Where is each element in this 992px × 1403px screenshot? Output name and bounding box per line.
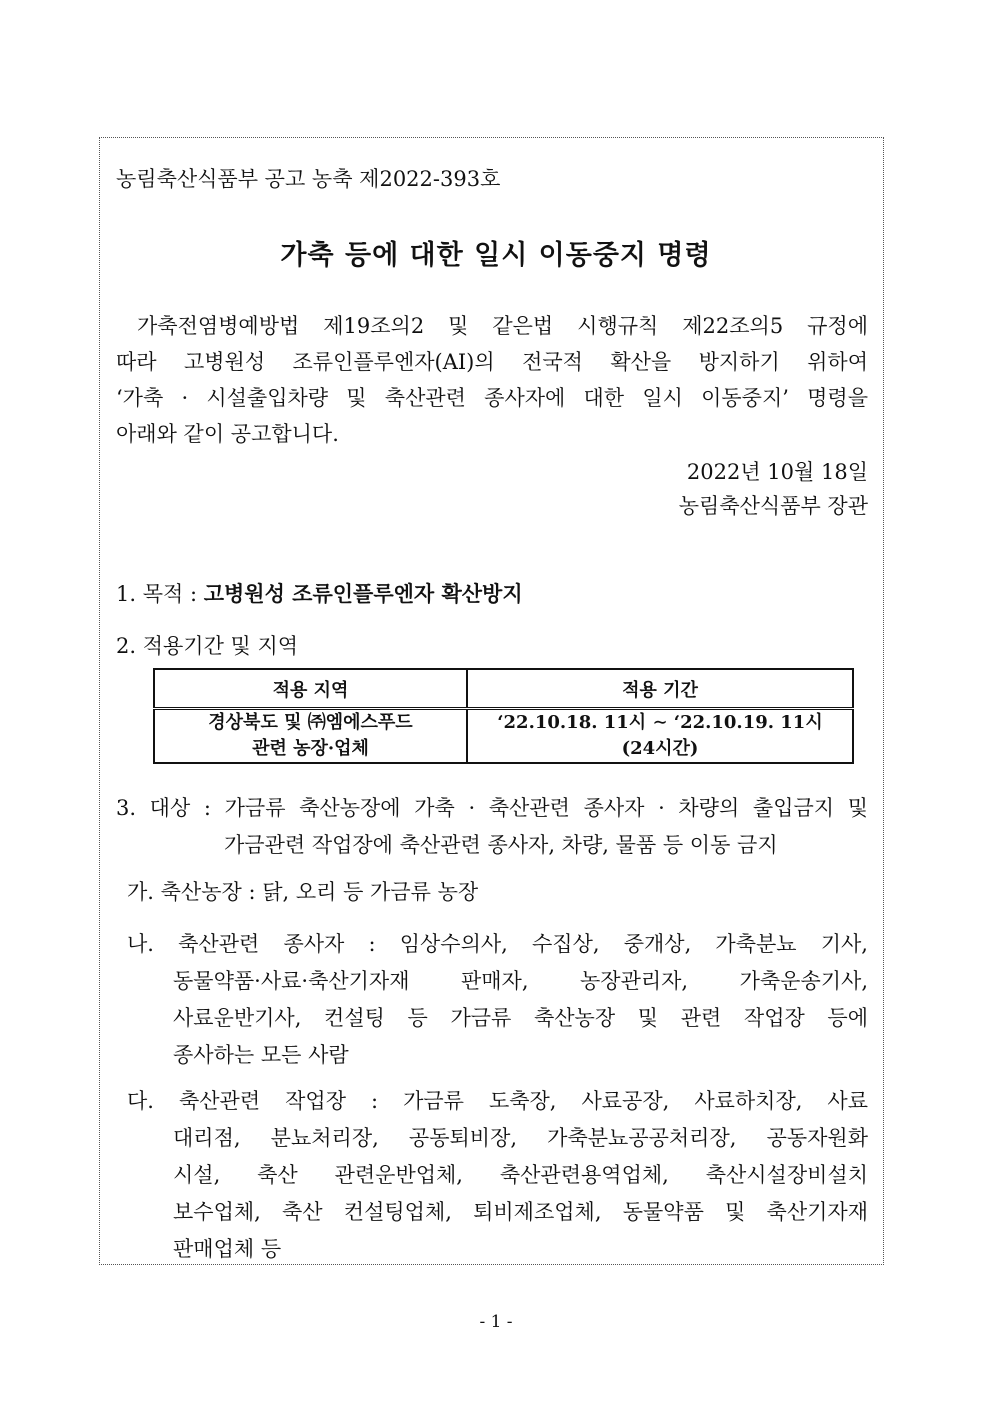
item-na-line: 나. 축산관련 종사자 : 임상수의사, 수집상, 중개상, 가축분뇨 기사, — [127, 932, 868, 956]
item-na-line: 동물약품·사료·축산기자재 판매자, 농장관리자, 가축운송기사, — [173, 969, 868, 993]
item-na-line: 종사하는 모든 사람 — [173, 1043, 349, 1067]
notice-number: 농림축산식품부 공고 농축 제2022-393호 — [116, 167, 501, 191]
item-na — [127, 926, 868, 1074]
intro-line: 가축전염병예방법 제19조의2 및 같은법 시행규칙 제22조의5 규정에 — [137, 314, 868, 338]
item-da-line: 시설, 축산 관련운반업체, 축산관련용역업체, 축산시설장비설치 — [173, 1163, 868, 1187]
section-target — [116, 790, 868, 864]
document-title: 가축 등에 대한 일시 이동중지 명령 — [280, 240, 712, 271]
section-target-line: 3. 대상 : 가금류 축산농장에 가축 · 축산관련 종사자 · 차량의 출입금지 및 — [116, 796, 868, 820]
notice-issuer: 농림축산식품부 장관 — [678, 494, 868, 518]
item-da-line: 대리점, 분뇨처리장, 공동퇴비장, 가축분뇨공공처리장, 공동자원화 — [173, 1126, 868, 1150]
section-period-region: 2. 적용기간 및 지역 — [116, 634, 299, 658]
item-da-line: 다. 축산관련 작업장 : 가금류 도축장, 사료공장, 사료하치장, 사료 — [127, 1089, 868, 1113]
page-number: - 1 - — [479, 1312, 513, 1332]
item-da-line: 보수업체, 축산 컨설팅업체, 퇴비제조업체, 동물약품 및 축산기자재 — [173, 1200, 868, 1224]
intro-line: 아래와 같이 공고합니다. — [116, 422, 339, 446]
table-row — [154, 709, 853, 764]
section-purpose-label: 1. 목적 : — [116, 582, 204, 606]
section-purpose — [116, 578, 523, 608]
intro-line: ‘가축 · 시설출입차량 및 축산관련 종사자에 대한 일시 이동중지’ 명령을 — [116, 386, 868, 410]
intro-paragraph — [116, 308, 868, 452]
item-da — [127, 1083, 868, 1268]
intro-line: 따라 고병원성 조류인플루엔자(AI)의 전국적 확산을 방지하기 위하여 — [116, 350, 868, 374]
table-header-period: 적용 기간 — [467, 669, 853, 709]
notice-date: 2022년 10월 18일 — [686, 460, 868, 484]
item-ga: 가. 축산농장 : 닭, 오리 등 가금류 농장 — [127, 880, 479, 904]
item-da-line: 판매업체 등 — [173, 1237, 282, 1261]
section-purpose-value: 고병원성 조류인플루엔자 확산방지 — [203, 581, 523, 606]
application-table — [153, 668, 854, 764]
section-target-line: 가금관련 작업장에 축산관련 종사자, 차량, 물품 등 이동 금지 — [224, 833, 778, 857]
table-header-region: 적용 지역 — [154, 669, 467, 709]
table-cell-region: 경상북도 및 ㈜엠에스푸드 관련 농장·업체 — [154, 709, 467, 764]
table-cell-period: ‘22.10.18. 11시 ∼ ‘22.10.19. 11시 (24시간) — [467, 709, 853, 764]
item-na-line: 사료운반기사, 컨설팅 등 가금류 축산농장 및 관련 작업장 등에 — [173, 1006, 868, 1030]
